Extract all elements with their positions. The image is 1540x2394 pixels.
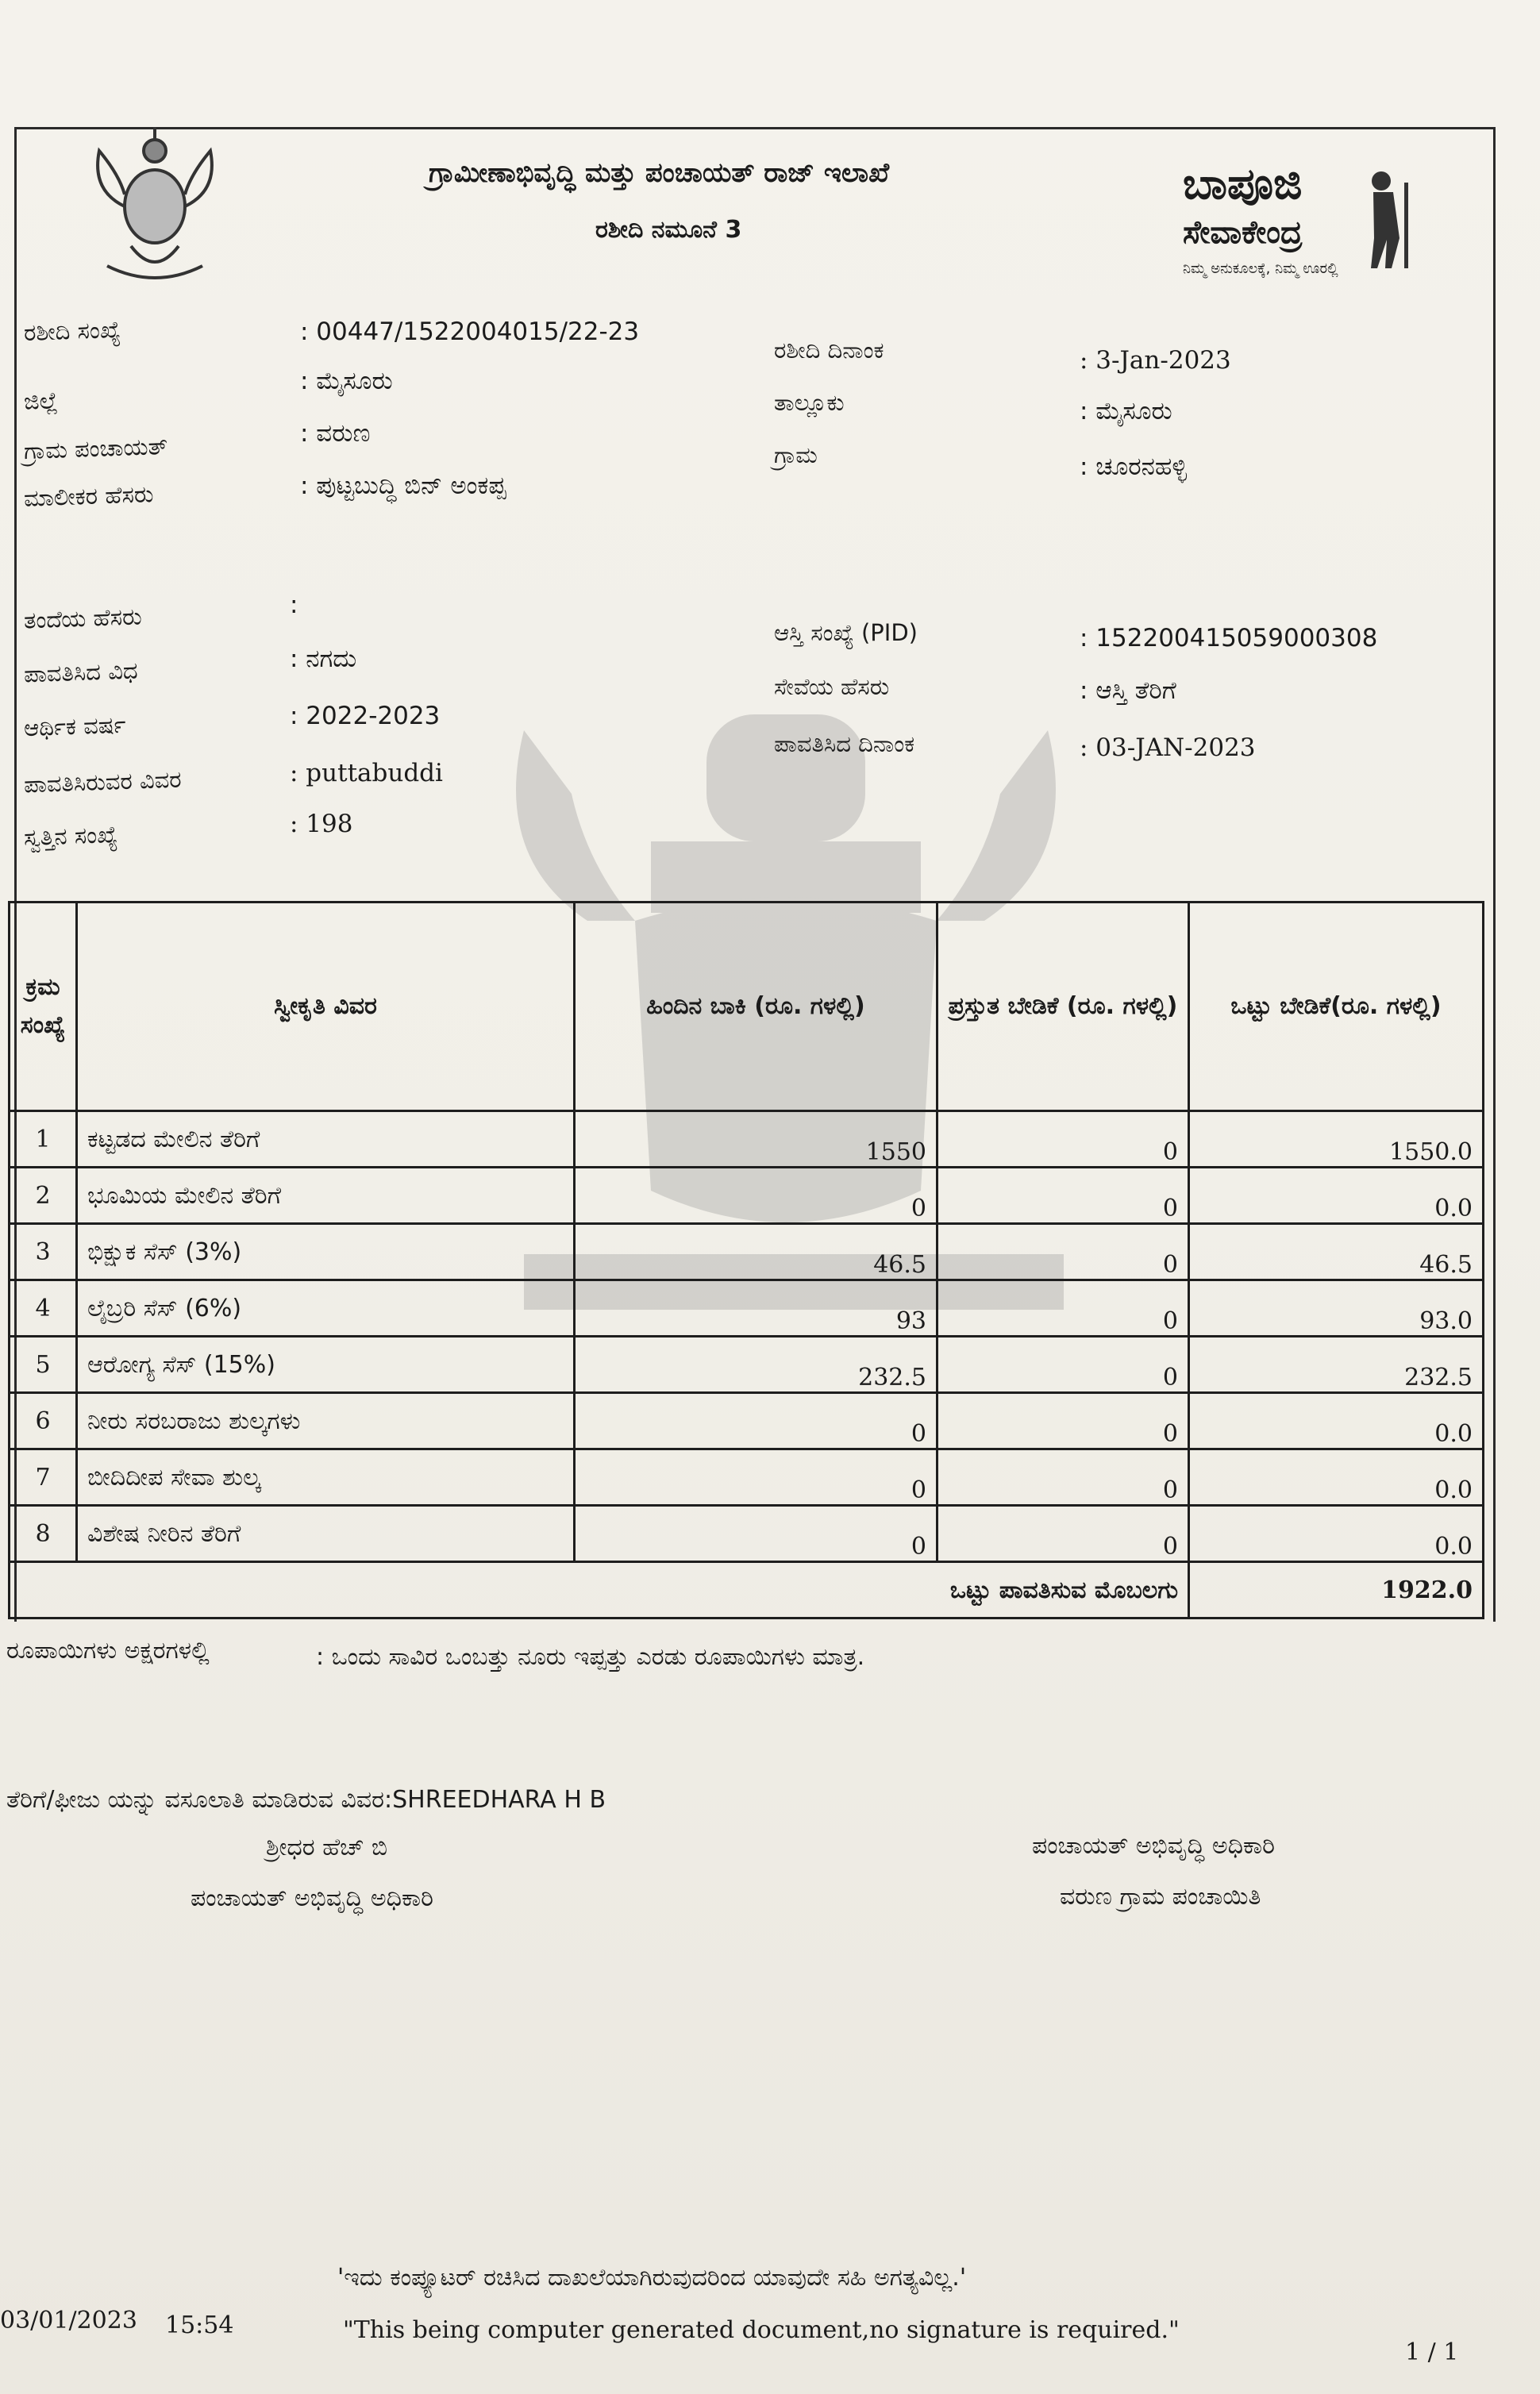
signatory-left-name: ಶ್ರೀಧರ ಹೆಚ್ ಬಿ xyxy=(266,1834,388,1861)
signatory-right-role: ಪಂಚಾಯತ್ ಅಭಿವೃದ್ಧಿ ಅಧಿಕಾರಿ xyxy=(1032,1832,1275,1860)
value-owner-name: : ಪುಟ್ಟಬುದ್ಧಿ ಬಿನ್ ಅಂಕಪ್ಪ xyxy=(300,471,506,500)
value-financial-year: : 2022-2023 xyxy=(290,702,441,730)
cell-current: 0 xyxy=(937,1168,1189,1224)
label-district: ಜಿಲ್ಲೆ xyxy=(23,387,59,415)
label-financial-year: ಆರ್ಥಿಕ ವರ್ಷ xyxy=(23,710,127,742)
table-row xyxy=(10,1111,1484,1168)
total-row xyxy=(10,1562,1484,1618)
cell-total: 0.0 xyxy=(1189,1506,1484,1562)
value-property-pid: : 152200415059000308 xyxy=(1080,624,1378,652)
value-district: : ಮೈಸೂರು xyxy=(300,367,393,395)
value-father-name: : xyxy=(290,591,298,619)
footer-date: 03/01/2023 xyxy=(0,2307,137,2334)
label-taluk: ತಾಲ್ಲೂಕು xyxy=(774,389,845,416)
table-row xyxy=(10,1280,1484,1337)
table-header-row xyxy=(10,903,1484,1111)
table-row xyxy=(10,1224,1484,1280)
cell-description: ವಿಶೇಷ ನೀರಿನ ತೆರಿಗೆ xyxy=(77,1506,575,1562)
label-receipt-date: ರಶೀದಿ ದಿನಾಂಕ xyxy=(774,337,884,364)
cell-description: ಆರೋಗ್ಯ ಸೆಸ್ (15%) xyxy=(77,1337,575,1393)
cell-serial: 7 xyxy=(10,1449,77,1506)
cell-serial: 8 xyxy=(10,1506,77,1562)
value-village: : ಚೂರನಹಳ್ಳಿ xyxy=(1080,452,1188,481)
cell-serial: 5 xyxy=(10,1337,77,1393)
cell-total: 46.5 xyxy=(1189,1224,1484,1280)
label-owner-name: ಮಾಲೀಕರ ಹೆಸರು xyxy=(23,480,155,512)
signatory-left-role: ಪಂಚಾಯತ್ ಅಭಿವೃದ್ಧಿ ಅಧಿಕಾರಿ xyxy=(191,1884,433,1912)
cell-description: ಕಟ್ಟಡದ ಮೇಲಿನ ತೆರಿಗೆ xyxy=(77,1111,575,1168)
label-property-pid: ಆಸ್ತಿ ಸಂಖ್ಯೆ (PID) xyxy=(774,619,918,646)
cell-serial: 1 xyxy=(10,1111,77,1168)
cell-total: 0.0 xyxy=(1189,1449,1484,1506)
table-row xyxy=(10,1449,1484,1506)
label-father-name: ತಂದೆಯ ಹೆಸರು xyxy=(23,602,143,634)
table-row xyxy=(10,1168,1484,1224)
amount-words-value: : ಒಂದು ಸಾವಿರ ಒಂಬತ್ತು ನೂರು ಇಪ್ಪತ್ತು ಎರಡು ರೂಪಾಯಿಗಳು ಮಾತ್ರ. xyxy=(316,1643,865,1671)
amount-words-label: ರೂಪಾಯಿಗಳು ಅಕ್ಷರಗಳಲ್ಲಿ xyxy=(6,1637,210,1665)
cell-previous: 0 xyxy=(575,1449,937,1506)
logo-main-text: ಬಾಪೂಜಿ xyxy=(1183,159,1303,209)
value-service-name: : ಆಸ್ತಿ ತೆರಿಗೆ xyxy=(1080,676,1176,705)
page-number: 1 / 1 xyxy=(1405,2338,1459,2366)
label-payment-mode: ಪಾವತಿಸಿದ ವಿಧ xyxy=(23,656,139,688)
value-payment-mode: : ನಗದು xyxy=(290,645,357,673)
cell-description: ಭೂಮಿಯ ಮೇಲಿನ ತೆರಿಗೆ xyxy=(77,1168,575,1224)
table-row xyxy=(10,1506,1484,1562)
value-receipt-number: : 00447/1522004015/22-23 xyxy=(300,318,640,346)
cell-current: 0 xyxy=(937,1393,1189,1449)
cell-current: 0 xyxy=(937,1449,1189,1506)
total-amount-value: 1922.0 xyxy=(1189,1562,1484,1618)
cell-previous: 0 xyxy=(575,1506,937,1562)
cell-serial: 6 xyxy=(10,1393,77,1449)
value-taluk: : ಮೈಸೂರು xyxy=(1080,397,1172,425)
total-amount-label: ಒಟ್ಟು ಪಾವತಿಸುವ ಮೊಬಲಗು xyxy=(10,1562,1189,1618)
cell-serial: 4 xyxy=(10,1280,77,1337)
header-total-demand: ಒಟ್ಟು ಬೇಡಿಕೆ(ರೂ. ಗಳಲ್ಲಿ) xyxy=(1189,903,1484,1111)
value-receipt-date: : 3-Jan-2023 xyxy=(1080,346,1231,375)
label-service-name: ಸೇವೆಯ ಹೆಸರು xyxy=(774,673,890,700)
label-receipt-number: ರಶೀದಿ ಸಂಖ್ಯೆ xyxy=(23,315,121,347)
cell-description: ಭಿಕ್ಷುಕ ಸೆಸ್ (3%) xyxy=(77,1224,575,1280)
cell-previous: 232.5 xyxy=(575,1337,937,1393)
cell-previous: 1550 xyxy=(575,1111,937,1168)
cell-previous: 0 xyxy=(575,1168,937,1224)
logo-tagline: ನಿಮ್ಮ ಅನುಕೂಲಕ್ಕೆ, ನಿಮ್ಮ ಊರಲ್ಲಿ xyxy=(1183,260,1338,277)
footer-time: 15:54 xyxy=(165,2311,234,2339)
signatory-right-office: ವರುಣ ಗ್ರಾಮ ಪಂಚಾಯಿತಿ xyxy=(1060,1883,1261,1911)
cell-total: 93.0 xyxy=(1189,1280,1484,1337)
label-paid-date: ಪಾವತಿಸಿದ ದಿನಾಂಕ xyxy=(774,730,915,757)
cell-description: ಲೈಬ್ರರಿ ಸೆಸ್ (6%) xyxy=(77,1280,575,1337)
bapuji-logo xyxy=(1183,159,1421,286)
value-property-number: : 198 xyxy=(290,810,353,838)
cell-current: 0 xyxy=(937,1224,1189,1280)
cell-serial: 2 xyxy=(10,1168,77,1224)
cell-current: 0 xyxy=(937,1337,1189,1393)
footer-note-english: "This being computer generated document,no signature is required." xyxy=(343,2316,1180,2344)
cell-current: 0 xyxy=(937,1280,1189,1337)
cell-previous: 0 xyxy=(575,1393,937,1449)
header-previous-balance: ಹಿಂದಿನ ಬಾಕಿ (ರೂ. ಗಳಲ್ಲಿ) xyxy=(575,903,937,1111)
logo-sub-text: ಸೇವಾಕೇಂದ್ರ xyxy=(1183,214,1303,251)
label-gram-panchayat: ಗ್ರಾಮ ಪಂಚಾಯತ್ xyxy=(23,432,168,465)
form-name: ರಶೀದಿ ನಮೂನೆ 3 xyxy=(595,216,742,244)
state-emblem-icon xyxy=(75,119,234,290)
value-payer-details: : puttabuddi xyxy=(290,759,443,787)
value-paid-date: : 03-JAN-2023 xyxy=(1080,733,1256,762)
header-description: ಸ್ವೀಕೃತಿ ವಿವರ xyxy=(77,903,575,1111)
header-serial-number: ಕ್ರಮ ಸಂಖ್ಯೆ xyxy=(10,903,77,1111)
cell-description: ನೀರು ಸರಬರಾಜು ಶುಲ್ಕಗಳು xyxy=(77,1393,575,1449)
label-payer-details: ಪಾವತಿಸಿರುವರ ವಿವರ xyxy=(23,765,183,799)
cell-total: 0.0 xyxy=(1189,1168,1484,1224)
cell-serial: 3 xyxy=(10,1224,77,1280)
value-gram-panchayat: : ವರುಣ xyxy=(300,419,371,448)
cell-current: 0 xyxy=(937,1506,1189,1562)
header-current-demand: ಪ್ರಸ್ತುತ ಬೇಡಿಕೆ (ರೂ. ಗಳಲ್ಲಿ) xyxy=(937,903,1189,1111)
cell-total: 0.0 xyxy=(1189,1393,1484,1449)
cell-description: ಬೀದಿದೀಪ ಸೇವಾ ಶುಲ್ಕ xyxy=(77,1449,575,1506)
cell-previous: 46.5 xyxy=(575,1224,937,1280)
label-property-number: ಸ್ವತ್ತಿನ ಸಂಖ್ಯೆ xyxy=(23,820,118,852)
receipt-items-table xyxy=(8,901,1484,1619)
footer-note-kannada: 'ಇದು ಕಂಪ್ಯೂಟರ್ ರಚಿಸಿದ ದಾಖಲೆಯಾಗಿರುವುದರಿಂದ ಯಾವುದೇ ಸಹಿ ಅಗತ್ಯವಿಲ್ಲ.' xyxy=(337,2264,967,2292)
collector-details: ತೆರಿಗೆ/ಫೀಜು ಯನ್ನು ವಸೂಲಾತಿ ಮಾಡಿರುವ ವಿವರ:SHREEDHARA H B xyxy=(6,1786,606,1814)
cell-total: 232.5 xyxy=(1189,1337,1484,1393)
table-row xyxy=(10,1393,1484,1449)
department-title: ಗ್ರಾಮೀಣಾಭಿವೃದ್ಧಿ ಮತ್ತು ಪಂಚಾಯತ್ ರಾಜ್ ಇಲಾಖೆ xyxy=(429,157,890,189)
cell-previous: 93 xyxy=(575,1280,937,1337)
cell-total: 1550.0 xyxy=(1189,1111,1484,1168)
cell-current: 0 xyxy=(937,1111,1189,1168)
label-village: ಗ್ರಾಮ xyxy=(774,441,818,468)
gandhi-figure-icon xyxy=(1353,167,1421,270)
table-row xyxy=(10,1337,1484,1393)
